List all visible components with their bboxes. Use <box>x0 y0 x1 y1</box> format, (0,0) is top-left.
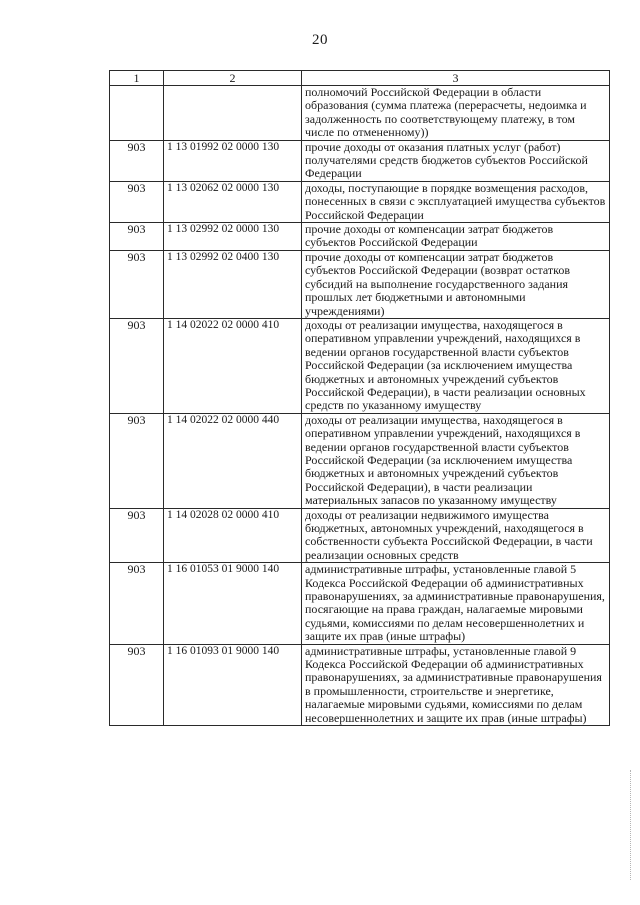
revenue-code-cell: 1 14 02022 02 0000 440 <box>164 413 302 508</box>
admin-code-cell: 903 <box>110 644 164 725</box>
revenue-code-cell: 1 16 01053 01 9000 140 <box>164 563 302 644</box>
admin-code-cell <box>110 86 164 141</box>
revenue-code-cell: 1 13 02992 02 0400 130 <box>164 250 302 318</box>
table-header-row <box>110 71 610 86</box>
description-cell: прочие доходы от компенсации затрат бюджетов субъектов Российской Федерации (возврат остатков субсидий на выполнение государственного задания прошлых лет бюджетными и автономными учреждениями) <box>302 250 610 318</box>
description-cell: полномочий Российской Федерации в области образования (сумма платежа (перерасчеты, недоимка и задолженность по соответствующему платежу, в том числе по отмененному)) <box>302 86 610 141</box>
revenue-code-cell: 1 13 01992 02 0000 130 <box>164 140 302 181</box>
admin-code-cell: 903 <box>110 250 164 318</box>
revenue-code-cell: 1 13 02062 02 0000 130 <box>164 181 302 222</box>
table-row <box>110 413 610 508</box>
admin-code-cell: 903 <box>110 318 164 413</box>
table-row <box>110 508 610 563</box>
description-cell: административные штрафы, установленные главой 5 Кодекса Российской Федерации об административных правонарушениях, за административные правонарушения, посягающие на права граждан, налагаемые мировыми судьями, комиссиями по делам несовершеннолетних и защите их прав (иные штрафы) <box>302 563 610 644</box>
admin-code-cell: 903 <box>110 140 164 181</box>
admin-code-cell: 903 <box>110 181 164 222</box>
table-row <box>110 644 610 725</box>
column-header-3: 3 <box>302 71 610 86</box>
page-number: 20 <box>312 32 328 48</box>
table-row <box>110 318 610 413</box>
table-row <box>110 140 610 181</box>
table-row <box>110 250 610 318</box>
revenue-codes-table <box>109 70 610 726</box>
description-cell: административные штрафы, установленные главой 9 Кодекса Российской Федерации об административных правонарушениях, за административные правонарушения в промышленности, строительстве и энергетике, налагаемые мировыми судьями, комиссиями по делам несовершеннолетних и защите их прав (иные штрафы) <box>302 644 610 725</box>
description-cell: прочие доходы от компенсации затрат бюджетов субъектов Российской Федерации <box>302 223 610 251</box>
description-cell: доходы от реализации недвижимого имущества бюджетных, автономных учреждений, находящегося в собственности субъекта Российской Федерации, в части реализации основных средств <box>302 508 610 563</box>
description-cell: доходы от реализации имущества, находящегося в оперативном управлении учреждений, находящихся в ведении органов государственной власти субъектов Российской Федерации (за исключением имущества бюджетных и автономных учреждений субъектов Российской Федерации), в части реализации материальных запасов по указанному имуществу <box>302 413 610 508</box>
revenue-code-cell: 1 14 02028 02 0000 410 <box>164 508 302 563</box>
description-cell: доходы от реализации имущества, находящегося в оперативном управлении учреждений, находящихся в ведении органов государственной власти субъектов Российской Федерации (за исключением имущества бюджетных и автономных учреждений субъектов Российской Федерации), в части реализации основных средств по указанному имуществу <box>302 318 610 413</box>
revenue-code-cell: 1 16 01093 01 9000 140 <box>164 644 302 725</box>
description-cell: доходы, поступающие в порядке возмещения расходов, понесенных в связи с эксплуатацией имущества субъектов Российской Федерации <box>302 181 610 222</box>
admin-code-cell: 903 <box>110 413 164 508</box>
admin-code-cell: 903 <box>110 563 164 644</box>
revenue-code-cell <box>164 86 302 141</box>
table-row <box>110 181 610 222</box>
table-row <box>110 223 610 251</box>
table-row <box>110 563 610 644</box>
column-header-1: 1 <box>110 71 164 86</box>
description-cell: прочие доходы от оказания платных услуг (работ) получателями средств бюджетов субъектов Российской Федерации <box>302 140 610 181</box>
revenue-code-cell: 1 13 02992 02 0000 130 <box>164 223 302 251</box>
admin-code-cell: 903 <box>110 223 164 251</box>
revenue-code-cell: 1 14 02022 02 0000 410 <box>164 318 302 413</box>
table-row <box>110 86 610 141</box>
admin-code-cell: 903 <box>110 508 164 563</box>
scan-edge-marks <box>630 770 634 880</box>
column-header-2: 2 <box>164 71 302 86</box>
